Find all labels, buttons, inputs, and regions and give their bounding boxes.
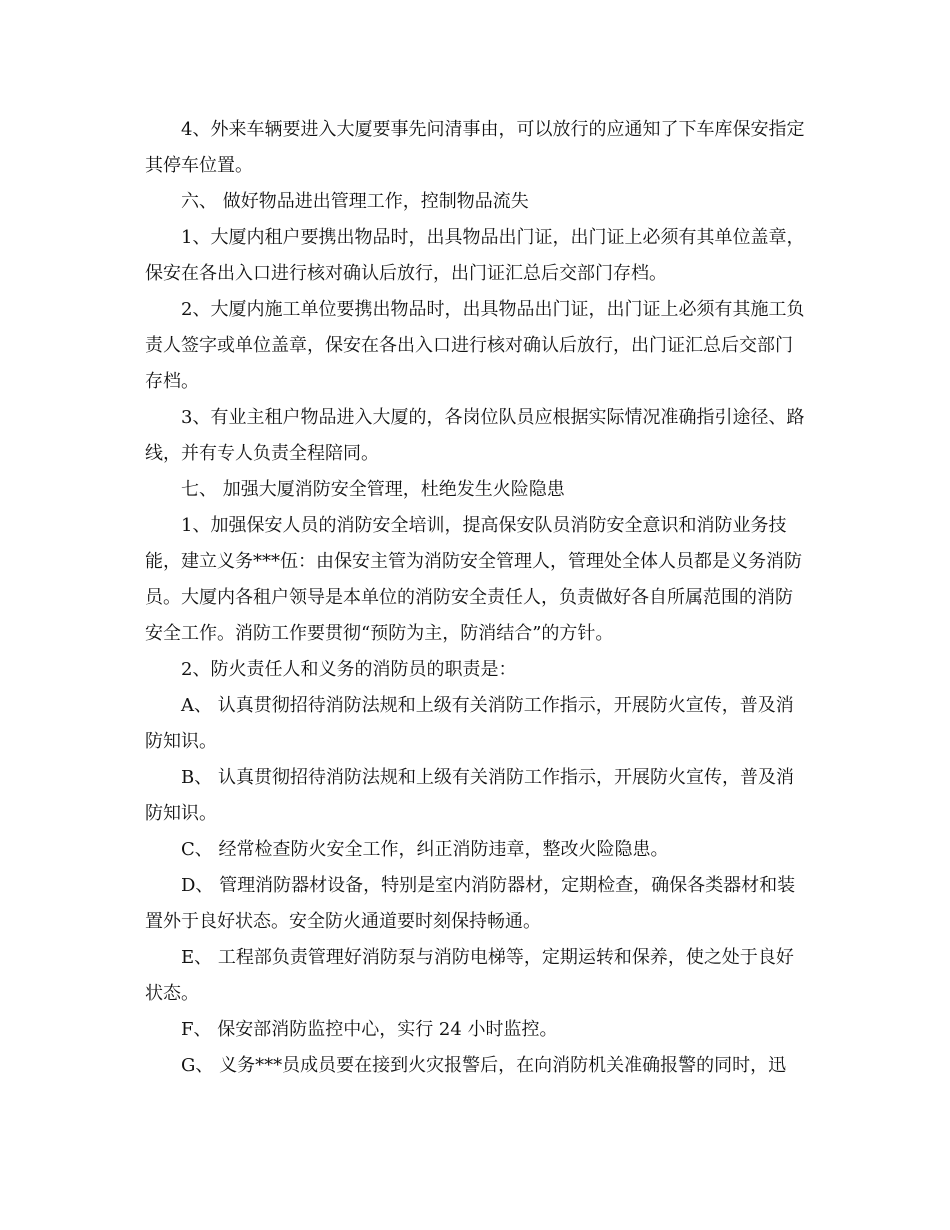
list-item-g: G、 义务***员成员要在接到火灾报警后，在向消防机关准确报警的同时，迅 [181, 1055, 787, 1076]
document-body [145, 112, 810, 1084]
paragraph-duties-intro: 2、防火责任人和义务的消防员的职责是： [181, 659, 517, 680]
list-item-b: B、 认真贯彻招待消防法规和上级有关消防工作指示，开展防火宣传，普及消防知识。 [145, 767, 794, 824]
paragraph-vehicle-entry: 4、外来车辆要进入大厦要事先问清事由，可以放行的应通知了下车库保安指定其停车位置。 [145, 119, 805, 176]
list-item-d: D、 管理消防器材设备，特别是室内消防器材，定期检查，确保各类器材和装置外于良好状态。安全防火通道要时刻保持畅通。 [145, 875, 796, 932]
paragraph-tenant-items: 1、大厦内租户要携出物品时，出具物品出门证，出门证上必须有其单位盖章，保安在各出入口进行核对确认后放行，出门证汇总后交部门存档。 [145, 227, 805, 284]
section-heading-7: 七、 加强大厦消防安全管理，杜绝发生火险隐患 [181, 479, 565, 500]
paragraph-incoming-items: 3、有业主租户物品进入大厦的，各岗位队员应根据实际情况准确指引途径、路线，并有专人负责全程陪同。 [145, 407, 805, 464]
list-item-c: C、 经常检查防火安全工作，纠正消防违章，整改火险隐患。 [181, 839, 669, 860]
list-item-e: E、 工程部负责管理好消防泵与消防电梯等，定期运转和保养，使之处于良好状态。 [145, 947, 794, 1004]
list-item-f: F、 保安部消防监控中心，实行 24 小时监控。 [181, 1019, 558, 1040]
paragraph-contractor-items: 2、大厦内施工单位要携出物品时，出具物品出门证，出门证上必须有其施工负责人签字或单位盖章，保安在各出入口进行核对确认后放行，出门证汇总后交部门存档。 [145, 299, 805, 392]
section-heading-6: 六、 做好物品进出管理工作，控制物品流失 [181, 191, 529, 212]
list-item-a: A、 认真贯彻招待消防法规和上级有关消防工作指示，开展防火宣传，普及消防知识。 [145, 695, 794, 752]
paragraph-fire-training: 1、加强保安人员的消防安全培训，提高保安队员消防安全意识和消防业务技能，建立义务***伍：由保安主管为消防安全管理人，管理处全体人员都是义务消防员。大厦内各租户领导是本单位的消防安全责任人，负责做好各自所属范围的消防安全工作。消防工作要贯彻“预防为主，防消结合”的方针。 [145, 515, 802, 644]
